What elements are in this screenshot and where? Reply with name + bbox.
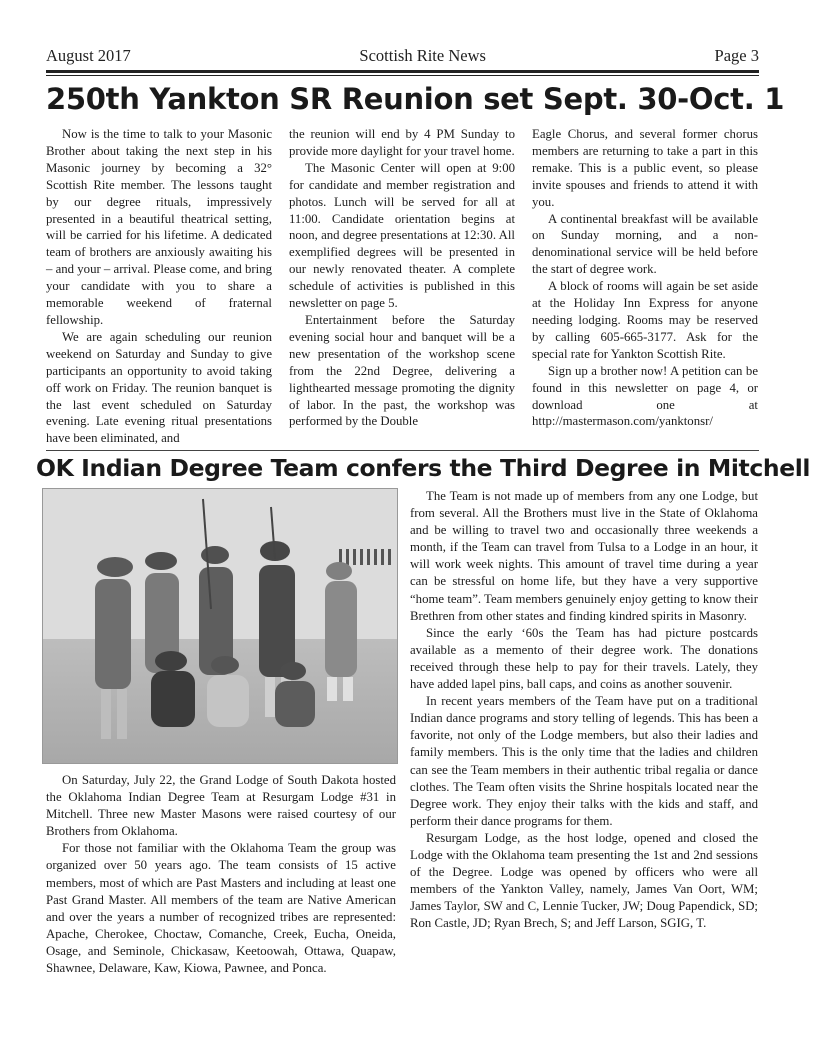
paragraph: The Masonic Center will open at 9:00 for candidate and member registration and photos. Lunch will be served for all at 11:00. Candidate orientation begins at noon, and degree presentations at 12:30. All exemplified degrees will be presented in our newly renovated theater. A complete schedule of activities is published in this newsletter on page 5.: [289, 160, 515, 311]
paragraph: Sign up a brother now! A petition can be found in this newsletter on page 4, or download one at http://mastermason.com/yanktonsr/: [532, 363, 758, 429]
paragraph: the reunion will end by 4 PM Sunday to provide more daylight for your travel home.: [289, 127, 515, 158]
photo-figures-illustration: [43, 489, 397, 763]
degree-team-headline: OK Indian Degree Team confers the Third Degree in Mitchell: [36, 454, 811, 482]
paragraph: Entertainment before the Saturday evening social hour and banquet will be a new presentation of the workshop scene from the 22nd Degree, delivering a lighthearted message promoting the dignity of labor. In the past, the workshop was performed by the Double: [289, 312, 515, 429]
running-header: [46, 46, 759, 68]
degree-team-right-column: [410, 488, 758, 932]
header-rule-thin: [46, 75, 759, 76]
section-divider: [46, 450, 759, 451]
issue-date: August 2017: [46, 46, 131, 65]
reunion-column-3: [532, 126, 758, 446]
paragraph: On Saturday, July 22, the Grand Lodge of South Dakota hosted the Oklahoma Indian Degree Team at Resurgam Lodge #31 in Mitchell. Three new Master Masons were raised courtesy of our Brothers from Oklahoma.: [46, 773, 396, 839]
reunion-headline: 250th Yankton SR Reunion set Sept. 30-Oct. 1: [46, 82, 785, 116]
reunion-column-1: [46, 126, 272, 446]
publication-name: Scottish Rite News: [359, 46, 486, 65]
paragraph: Now is the time to talk to your Masonic Brother about taking the next step in his Masonic journey by becoming a 32° Scottish Rite member. The lessons taught by our degree rituals, impressively presented in a beautiful theatrical setting, will be carried for his lifetime. A dedicated team of brothers are anxiously awaiting his – and your – arrival. Please come, and bring your candidate with you to share a memorable weekend of fraternal fellowship.: [46, 127, 273, 327]
reunion-article: [46, 126, 758, 446]
reunion-column-2: [289, 126, 515, 446]
paragraph: A block of rooms will again be set aside at the Holiday Inn Express for anyone needing lodging. Rooms may be reserved by calling 605-665-3177. Ask for the special rate for Yankton Scottish Rite.: [532, 279, 758, 361]
header-rule-thick: [46, 70, 759, 73]
degree-team-photo: [42, 488, 398, 764]
paragraph: We are again scheduling our reunion weekend on Saturday and Sunday to give participants an opportunity to avoid taking off work on Friday. The reunion banquet is the last event scheduled on Saturday evening. Late evening ritual presentations have been eliminated, and: [46, 329, 272, 446]
paragraph: Since the early ‘60s the Team has had picture postcards available as a memento of their degree work. The donations received through these help to pay for their travels. Lately, they have added lapel pins, ball caps, and coins as another souvenir.: [410, 625, 758, 692]
degree-team-left-column: [46, 772, 396, 977]
paragraph: Eagle Chorus, and several former chorus members are returning to take a part in this remake. This is a public event, so please invite spouses and friends to attend it with you.: [532, 127, 758, 209]
paragraph: A continental breakfast will be available on Sunday morning, and a non-denominational service will be held before the start of degree work.: [532, 211, 758, 277]
paragraph: For those not familiar with the Oklahoma Team the group was organized over 50 years ago. The team consists of 15 active members, most of which are Past Masters and including at least one Past Grand Master. All members of the team are Native American and over the years a number of recognized tribes are represented: Apache, Cherokee, Choctaw, Comanche, Creek, Eucha, Oneida, Osage, and Seminole, Chickasaw, Keetoowah, Ottawa, Quapaw, Shawnee, Delaware, Kaw, Kiowa, Pawnee, and Ponca.: [46, 841, 396, 976]
paragraph: In recent years members of the Team have put on a traditional Indian dance programs and story telling of legends. This has been a favorite, not only of the Lodge members, but also their ladies and family members. This is the only time that the ladies and children can see the Team members in their authentic tribal regalia or dance clothes. The Team often visits the Shrine hospitals located near the Degree work. They enjoy their talks with the kids and staff, and perform their dance programs for them.: [410, 694, 758, 828]
paragraph: Resurgam Lodge, as the host lodge, opened and closed the Lodge with the Oklahoma team presenting the 1st and 2nd sessions of the Degree. Lodge was opened by officers who were all members of the Yankton Valley, namely, James Van Oort, WM; James Taylor, SW and C, Lennie Tucker, JW; Doug Papendick, SD; Ron Castle, JD; Ryan Brech, S; and Jeff Larson, SGIG, T.: [410, 830, 758, 931]
page-number: Page 3: [714, 46, 759, 65]
paragraph: The Team is not made up of members from any one Lodge, but from several. All the Brothers must live in the State of Oklahoma and be willing to travel two and occasionally three weekends a month, if the Team can travel from Tulsa to a Lodge in an hour, it will work week nights. This amount of travel time during a year can be stressful on home life, but they have a very supportive “home team”. Team members genuinely enjoy getting to know their Brethren from other states and finding kindred spirits in Masonry.: [410, 489, 758, 623]
